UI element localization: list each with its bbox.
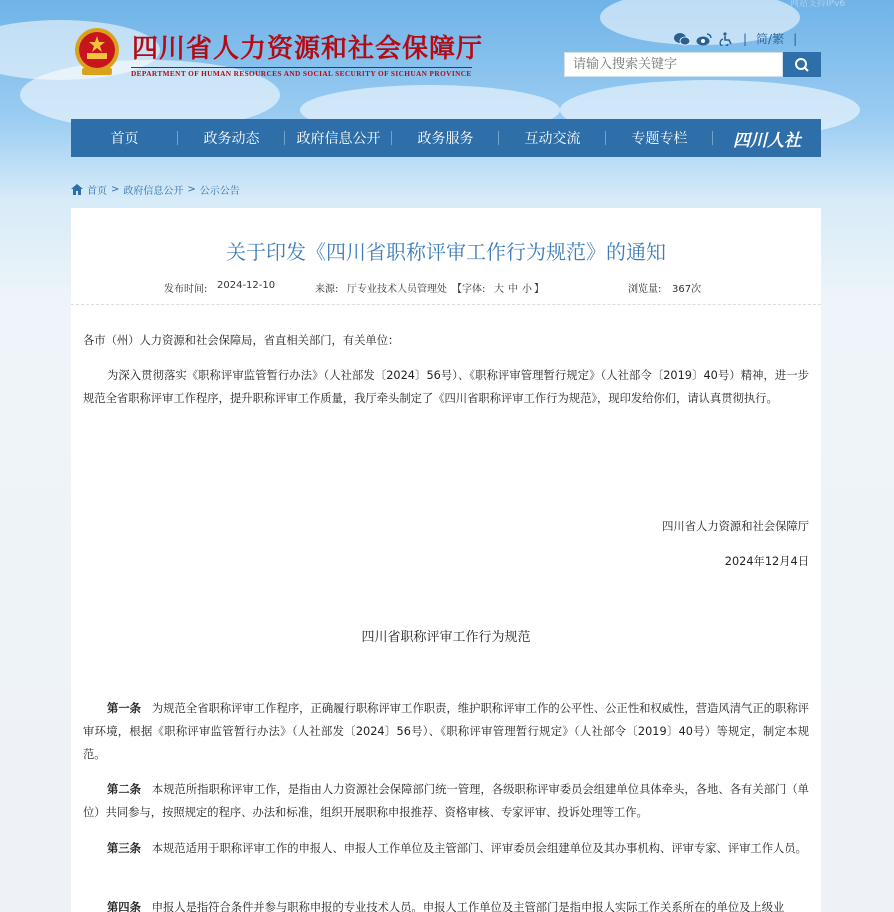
- article-card: [71, 208, 821, 912]
- tool-separator: |: [743, 31, 748, 46]
- breadcrumb-gov-info[interactable]: 政府信息公开: [123, 186, 184, 197]
- clause-label: 第二条: [107, 783, 141, 796]
- publish-date: 2024-12-10: [217, 280, 276, 291]
- nav-brand-logo[interactable]: 四川人社: [733, 130, 801, 151]
- weibo-icon[interactable]: [696, 31, 712, 47]
- search-input[interactable]: [564, 52, 783, 77]
- clause-label: 第一条: [107, 702, 141, 715]
- main-nav: [71, 119, 821, 157]
- nav-services[interactable]: 政务服务: [392, 119, 499, 157]
- views-label: 浏览量:: [628, 284, 662, 295]
- nav-topics[interactable]: 专题专栏: [606, 119, 713, 157]
- search-button[interactable]: [783, 52, 821, 77]
- national-emblem-logo: [72, 26, 122, 80]
- breadcrumb-home[interactable]: 首页: [87, 186, 107, 197]
- document-subtitle: 四川省职称评审工作行为规范: [361, 630, 531, 645]
- font-size-medium[interactable]: 中: [508, 284, 518, 295]
- breadcrumb-notices[interactable]: 公示公告: [199, 186, 240, 197]
- clause-text: 本规范适用于职称评审工作的申报人、申报人工作单位及主管部门、评审委员会组建单位及其办事机构、评审专家、评审工作人员。: [151, 842, 807, 855]
- meta-divider: [71, 304, 821, 305]
- sign-date: 2024年12月4日: [724, 555, 809, 568]
- clause-label: 第四条: [107, 901, 141, 912]
- signature: 四川省人力资源和社会保障厅: [662, 520, 809, 533]
- article-clause: [83, 778, 809, 824]
- tool-separator: |: [793, 31, 798, 46]
- article-meta: [71, 280, 821, 294]
- font-size-close: 】: [534, 284, 544, 295]
- date-label: 发布时间:: [164, 284, 208, 295]
- ipv6-hint: 网站支持IPv6: [790, 0, 846, 9]
- source: 厅专业技术人员管理处: [347, 284, 447, 295]
- home-icon: [71, 184, 83, 195]
- clause-text: 申报人是指符合条件并参与职称申报的专业技术人员。申报人工作单位及主管部门是指申报人实际工作关系所在的单位及上级业: [151, 901, 785, 912]
- font-size-large[interactable]: 大: [494, 284, 504, 295]
- nav-news[interactable]: 政务动态: [178, 119, 285, 157]
- clause-text: 为规范全省职称评审工作程序，正确履行职称评审工作职责，维护职称评审工作的公平性、公正性和权威性，营造风清气正的职称评审环境，根据《职称评审监管暂行办法》（人社部发〔2024〕56号）、《职称评审管理暂行规定》（人社部令〔2019〕40号）等规定，制定本规范。: [83, 702, 809, 761]
- nav-home[interactable]: 首页: [71, 119, 178, 157]
- nav-gov-info[interactable]: 政府信息公开: [285, 119, 392, 157]
- breadcrumb-sep: >: [187, 184, 196, 195]
- breadcrumb: [71, 182, 240, 197]
- salutation: 各市（州）人力资源和社会保障局，省直相关部门，有关单位：: [83, 334, 400, 347]
- article-clause: [83, 837, 809, 860]
- article-title: 关于印发《四川省职称评审工作行为规范》的通知: [226, 240, 666, 264]
- language-switch[interactable]: 简/繁: [756, 32, 785, 46]
- breadcrumb-sep: >: [111, 184, 120, 195]
- clause-label: 第三条: [107, 842, 141, 855]
- intro-paragraph: 为深入贯彻落实《职称评审监管暂行办法》（人社部发〔2024〕56号）、《职称评审管理暂行规定》（人社部令〔2019〕40号）精神，进一步规范全省职称评审工作程序，提升职称评审工作质量，我厅牵头制定了《四川省职称评审工作行为规范》，现印发给你们，请认真贯彻执行。: [83, 369, 809, 405]
- site-subtitle: DEPARTMENT OF HUMAN RESOURCES AND SOCIAL SECURITY OF SICHUAN PROVINCE: [131, 69, 472, 78]
- header-tools: [674, 30, 800, 47]
- source-label: 来源:: [315, 284, 339, 295]
- search-icon: [794, 57, 810, 73]
- wechat-icon[interactable]: [674, 31, 690, 47]
- nav-interaction[interactable]: 互动交流: [499, 119, 606, 157]
- font-size-label: 【字体:: [452, 284, 486, 295]
- font-size-small[interactable]: 小: [522, 284, 532, 295]
- article-clause: [83, 896, 809, 912]
- site-title[interactable]: 四川省人力资源和社会保障厅: [132, 34, 484, 64]
- article-clause: [83, 697, 809, 766]
- view-count: 367次: [672, 284, 702, 295]
- clause-text: 本规范所指职称评审工作，是指由人力资源社会保障部门统一管理，各级职称评审委员会组建单位具体牵头，各地、各有关部门（单位）共同参与，按照规定的程序、办法和标准，组织开展职称申报推荐、资格审核、专家评审、投诉处理等工作。: [83, 783, 809, 819]
- accessibility-icon[interactable]: [718, 31, 734, 47]
